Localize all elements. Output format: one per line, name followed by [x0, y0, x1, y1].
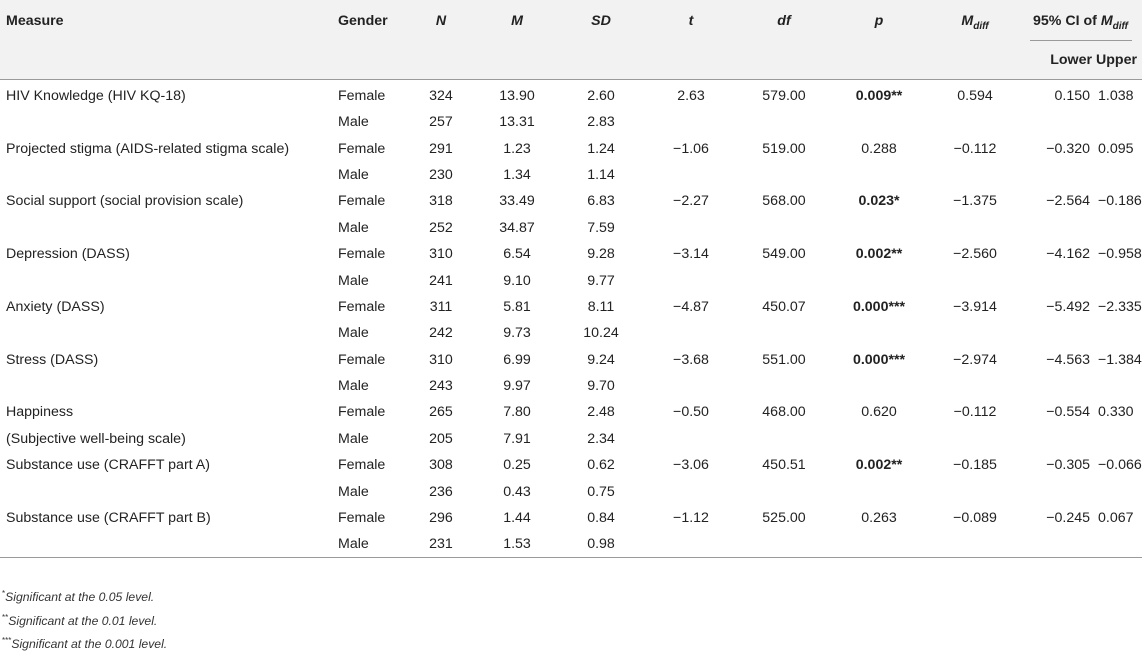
empty-cell [1022, 267, 1096, 293]
footnote-text: Significant at the 0.05 level. [5, 590, 155, 605]
p-cell: 0.002** [855, 457, 903, 474]
measure-cell-empty [0, 267, 336, 293]
sd-cell: 2.48 [587, 404, 615, 421]
header-n: N [406, 0, 476, 79]
empty-cell [928, 478, 1022, 504]
measure-cell: Depression (DASS) [6, 246, 130, 263]
ci-upper-cell: 1.038 [1098, 87, 1134, 104]
sd-cell: 8.11 [587, 298, 615, 315]
empty-cell [738, 373, 830, 399]
table-row [0, 79, 1142, 109]
footnotes [2, 584, 167, 655]
table-row [0, 478, 1142, 504]
header-mdiff: $M_{diff}$ [928, 0, 1022, 79]
p-cell: 0.023* [858, 193, 900, 210]
measure-cell-empty [0, 478, 336, 504]
sd-cell: 6.83 [587, 193, 615, 210]
empty-cell [644, 478, 738, 504]
n-cell: 291 [429, 140, 453, 157]
measure-cell: Happiness [6, 404, 74, 421]
measure-cell-continued: (Subjective well-being scale) [6, 430, 186, 447]
empty-cell [1096, 267, 1142, 293]
ci-upper-cell: −1.384 [1098, 351, 1142, 368]
sd-cell: 1.14 [587, 166, 615, 183]
df-cell: 525.00 [762, 510, 806, 527]
footnote [2, 631, 167, 655]
empty-cell [928, 215, 1022, 241]
ci-lower-cell: 0.150 [1054, 87, 1090, 104]
df-cell: 519.00 [762, 140, 806, 157]
p-cell: 0.620 [861, 404, 897, 421]
empty-cell [738, 320, 830, 346]
df-cell: 551.00 [762, 351, 806, 368]
empty-cell [830, 215, 928, 241]
empty-cell [830, 109, 928, 135]
empty-cell [1022, 109, 1096, 135]
measure-cell-empty [0, 531, 336, 557]
empty-cell [928, 531, 1022, 557]
sd-cell: 9.70 [587, 378, 615, 395]
ci-upper-cell: −0.958 [1098, 246, 1142, 263]
gender-cell: Male [338, 219, 369, 236]
df-cell: 579.00 [762, 87, 806, 104]
ci-upper-cell: 0.095 [1098, 140, 1134, 157]
empty-cell [830, 531, 928, 557]
empty-cell [738, 478, 830, 504]
gender-cell: Male [338, 166, 369, 183]
ci-lower-cell: −0.320 [1046, 140, 1090, 157]
footnote-mark: ** [2, 612, 9, 622]
gender-cell: Male [338, 272, 369, 289]
n-cell: 310 [429, 246, 453, 263]
gender-cell: Female [338, 140, 386, 157]
mdiff-cell: −2.974 [953, 351, 997, 368]
t-cell: −0.50 [673, 404, 709, 421]
t-cell: −2.27 [673, 193, 709, 210]
sd-cell: 2.34 [587, 430, 615, 447]
empty-cell [644, 426, 738, 452]
table-row [0, 531, 1142, 557]
measure-cell: Substance use (CRAFFT part B) [6, 510, 211, 527]
empty-cell [738, 215, 830, 241]
mdiff-cell: −0.089 [953, 510, 997, 527]
measure-cell-empty [0, 320, 336, 346]
m-cell: 9.10 [503, 272, 531, 289]
empty-cell [830, 478, 928, 504]
m-cell: 6.54 [503, 246, 531, 263]
ci-lower-cell: −4.563 [1046, 351, 1090, 368]
measure-cell-empty [0, 162, 336, 188]
sd-cell: 0.75 [587, 483, 615, 500]
header-ci-group: 95% CI of $M_{diff}$ [1022, 0, 1142, 41]
n-cell: 308 [429, 457, 453, 474]
gender-cell: Male [338, 483, 369, 500]
empty-cell [830, 320, 928, 346]
df-cell: 468.00 [762, 404, 806, 421]
empty-cell [1022, 426, 1096, 452]
table-row [0, 347, 1142, 373]
table-row [0, 267, 1142, 293]
mdiff-cell: −3.914 [953, 298, 997, 315]
t-cell: 2.63 [677, 87, 705, 104]
measure-cell-empty [0, 215, 336, 241]
t-cell: −4.87 [673, 298, 709, 315]
t-cell: −3.14 [673, 246, 709, 263]
empty-cell [1096, 478, 1142, 504]
m-cell: 7.91 [503, 430, 531, 447]
ci-lower-cell: −4.162 [1046, 246, 1090, 263]
empty-cell [1022, 478, 1096, 504]
sd-cell: 9.28 [587, 246, 615, 263]
gender-cell: Female [338, 457, 386, 474]
ci-upper-cell: −2.335 [1098, 298, 1142, 315]
n-cell: 242 [429, 325, 453, 342]
m-cell: 0.43 [503, 483, 531, 500]
gender-cell: Female [338, 246, 386, 263]
footnote-text: Significant at the 0.01 level. [8, 613, 158, 628]
table-row [0, 215, 1142, 241]
t-cell: −1.06 [673, 140, 709, 157]
table-row [0, 320, 1142, 346]
gender-cell: Female [338, 510, 386, 527]
header-sd: SD [558, 0, 644, 79]
measure-cell: HIV Knowledge (HIV KQ-18) [6, 87, 186, 104]
header-gender: Gender [336, 0, 406, 79]
mdiff-cell: −0.185 [953, 457, 997, 474]
ci-upper-cell: −0.066 [1098, 457, 1142, 474]
m-cell: 0.25 [503, 457, 531, 474]
m-cell: 9.73 [503, 325, 531, 342]
empty-cell [644, 162, 738, 188]
n-cell: 231 [406, 531, 476, 557]
p-cell: 0.009** [855, 87, 903, 104]
empty-cell [1096, 162, 1142, 188]
df-cell: 549.00 [762, 246, 806, 263]
empty-cell [644, 320, 738, 346]
table-row [0, 505, 1142, 531]
ci-upper-cell: 0.330 [1098, 404, 1134, 421]
measure-cell: Projected stigma (AIDS-related stigma scale) [6, 140, 290, 157]
p-cell: 0.288 [861, 140, 897, 157]
table-row [0, 241, 1142, 267]
empty-cell [644, 267, 738, 293]
footnote-mark: *** [2, 636, 12, 646]
n-cell: 241 [429, 272, 453, 289]
m-cell: 5.81 [503, 298, 531, 315]
header-upper: Upper [1096, 41, 1142, 79]
empty-cell [1022, 162, 1096, 188]
sd-cell: 2.60 [587, 87, 615, 104]
table-row [0, 162, 1142, 188]
gender-cell: Female [338, 298, 386, 315]
empty-cell [1022, 373, 1096, 399]
empty-cell [738, 162, 830, 188]
table-row [0, 294, 1142, 320]
ci-upper-cell: 0.067 [1098, 510, 1134, 527]
gender-cell: Male [338, 325, 369, 342]
header-m: M [476, 0, 558, 79]
footnote-text: Significant at the 0.001 level. [11, 637, 168, 652]
empty-cell [1022, 215, 1096, 241]
table-row [0, 399, 1142, 425]
m-cell: 1.44 [503, 510, 531, 527]
t-cell: −3.68 [673, 351, 709, 368]
m-cell: 9.97 [503, 378, 531, 395]
measure-cell: Social support (social provision scale) [6, 193, 244, 210]
gender-cell: Male [338, 430, 369, 447]
table-row [0, 373, 1142, 399]
t-cell: −3.06 [673, 457, 709, 474]
t-cell: −1.12 [673, 510, 709, 527]
empty-cell [644, 215, 738, 241]
m-cell: 13.90 [499, 87, 535, 104]
n-cell: 236 [429, 483, 453, 500]
m-cell: 1.23 [503, 140, 531, 157]
gender-cell: Male [336, 531, 406, 557]
footnote [2, 584, 167, 608]
empty-cell [644, 373, 738, 399]
sd-cell: 7.59 [587, 219, 615, 236]
sd-cell: 0.84 [587, 510, 615, 527]
ci-lower-cell: −0.554 [1046, 404, 1090, 421]
ci-upper-cell: −0.186 [1098, 193, 1142, 210]
empty-cell [1096, 320, 1142, 346]
footnote-mark: * [2, 589, 6, 598]
gender-cell: Male [338, 114, 369, 131]
header-p: p [830, 0, 928, 79]
empty-cell [1096, 373, 1142, 399]
empty-cell [1022, 531, 1096, 557]
empty-cell [830, 267, 928, 293]
m-cell: 1.53 [476, 531, 558, 557]
empty-cell [644, 531, 738, 557]
p-cell: 0.000*** [852, 351, 906, 368]
header-df: df [738, 0, 830, 79]
empty-cell [738, 109, 830, 135]
n-cell: 310 [429, 351, 453, 368]
header-lower: Lower [1022, 41, 1096, 79]
table-row [0, 452, 1142, 478]
n-cell: 252 [429, 219, 453, 236]
empty-cell [738, 531, 830, 557]
empty-cell [830, 426, 928, 452]
mdiff-cell: −0.112 [953, 140, 997, 157]
table-body [0, 79, 1142, 558]
empty-cell [928, 109, 1022, 135]
empty-cell [928, 267, 1022, 293]
p-cell: 0.263 [861, 510, 897, 527]
m-cell: 33.49 [499, 193, 535, 210]
sd-cell: 9.24 [587, 351, 615, 368]
m-cell: 6.99 [503, 351, 531, 368]
n-cell: 311 [429, 298, 453, 315]
m-cell: 13.31 [499, 114, 535, 131]
measure-cell: Anxiety (DASS) [6, 298, 105, 315]
sd-cell: 0.98 [558, 531, 644, 557]
n-cell: 230 [429, 166, 453, 183]
empty-cell [928, 320, 1022, 346]
empty-cell [830, 162, 928, 188]
measure-cell-empty [0, 109, 336, 135]
m-cell: 34.87 [499, 219, 535, 236]
sd-cell: 0.62 [587, 457, 615, 474]
n-cell: 257 [429, 114, 453, 131]
mdiff-cell: −1.375 [953, 193, 997, 210]
ci-lower-cell: −0.245 [1046, 510, 1090, 527]
table-row [0, 188, 1142, 214]
header-measure: Measure [0, 0, 336, 79]
m-cell: 1.34 [503, 166, 531, 183]
n-cell: 265 [429, 404, 453, 421]
sd-cell: 10.24 [583, 325, 619, 342]
measure-cell: Stress (DASS) [6, 351, 99, 368]
gender-cell: Female [338, 193, 386, 210]
mdiff-cell: −0.112 [953, 404, 997, 421]
empty-cell [1096, 531, 1142, 557]
empty-cell [928, 162, 1022, 188]
empty-cell [830, 373, 928, 399]
df-cell: 450.07 [762, 298, 806, 315]
empty-cell [738, 426, 830, 452]
sd-cell: 9.77 [587, 272, 615, 289]
ci-lower-cell: −2.564 [1046, 193, 1090, 210]
table-row [0, 426, 1142, 452]
p-cell: 0.000*** [852, 298, 906, 315]
ci-lower-cell: −5.492 [1046, 298, 1090, 315]
empty-cell [1096, 426, 1142, 452]
m-cell: 7.80 [503, 404, 531, 421]
table-header [0, 0, 1142, 79]
gender-cell: Female [338, 404, 386, 421]
n-cell: 318 [429, 193, 453, 210]
sd-cell: 1.24 [587, 140, 615, 157]
empty-cell [1096, 109, 1142, 135]
table-row [0, 135, 1142, 161]
header-t: t [644, 0, 738, 79]
footnote [2, 608, 167, 632]
n-cell: 296 [429, 510, 453, 527]
n-cell: 243 [429, 378, 453, 395]
empty-cell [1022, 320, 1096, 346]
empty-cell [644, 109, 738, 135]
df-cell: 568.00 [762, 193, 806, 210]
n-cell: 324 [429, 87, 453, 104]
gender-cell: Female [338, 87, 386, 104]
gender-cell: Female [338, 351, 386, 368]
p-cell: 0.002** [855, 246, 903, 263]
measure-cell: Substance use (CRAFFT part A) [6, 457, 210, 474]
df-cell: 450.51 [762, 457, 806, 474]
empty-cell [1096, 215, 1142, 241]
mdiff-cell: −2.560 [953, 246, 997, 263]
ci-lower-cell: −0.305 [1046, 457, 1090, 474]
empty-cell [738, 267, 830, 293]
empty-cell [928, 373, 1022, 399]
n-cell: 205 [429, 430, 453, 447]
sd-cell: 2.83 [587, 114, 615, 131]
gender-cell: Male [338, 378, 369, 395]
measure-cell-empty [0, 373, 336, 399]
mdiff-cell: 0.594 [957, 87, 993, 104]
empty-cell [928, 426, 1022, 452]
table-row [0, 109, 1142, 135]
